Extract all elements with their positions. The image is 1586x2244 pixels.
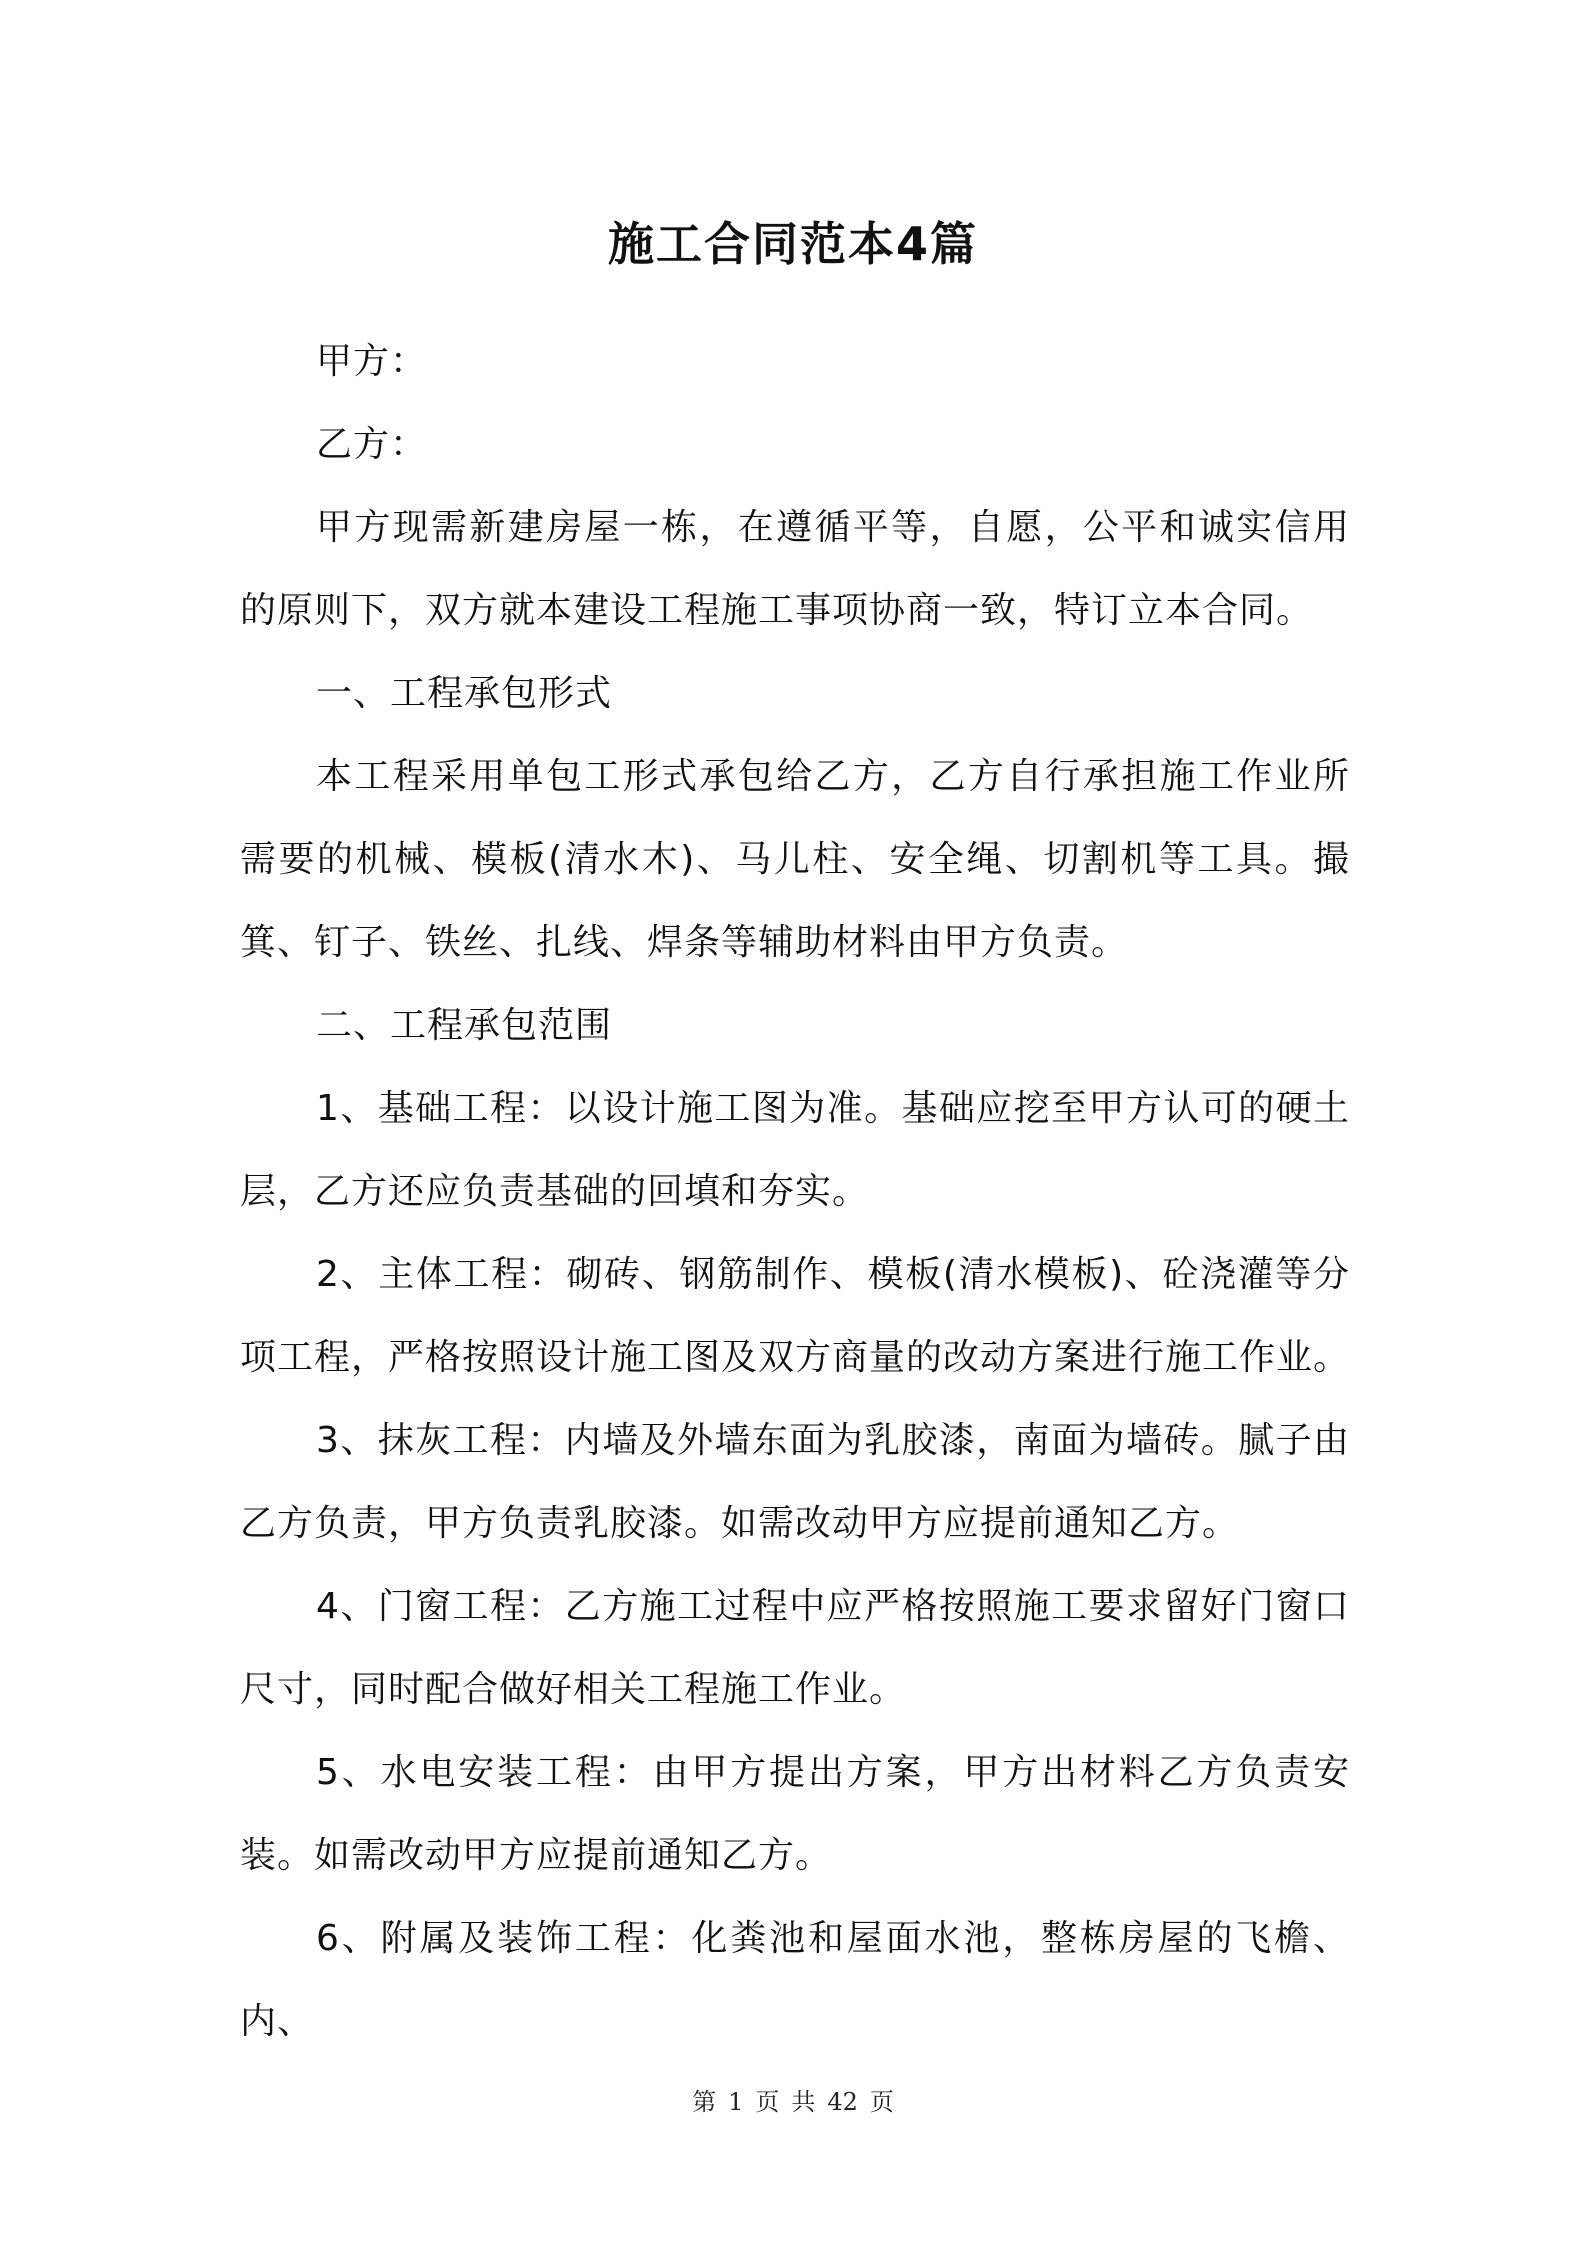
footer-suffix: 页 <box>869 2088 894 2116</box>
page-footer <box>0 2086 1586 2118</box>
scope-item-5: 5、水电安装工程：由甲方提出方案，甲方出材料乙方负责安装。如需改动甲方应提前通知乙方。 <box>240 1752 1350 1876</box>
party-a-line: 甲方： <box>316 341 428 382</box>
footer-prefix: 第 <box>692 2088 717 2116</box>
footer-total-prefix: 共 <box>791 2088 816 2116</box>
footer-page-word: 页 <box>755 2088 780 2116</box>
document-title: 施工合同范本4篇 <box>607 217 978 271</box>
party-b-line: 乙方： <box>316 424 428 465</box>
section-heading-1: 一、工程承包形式 <box>316 673 613 714</box>
document-body <box>240 320 1350 2063</box>
scope-item-3: 3、抹灰工程：内墙及外墙东面为乳胶漆，南面为墙砖。腻子由乙方负责，甲方负责乳胶漆。如需改动甲方应提前通知乙方。 <box>240 1420 1350 1544</box>
section-heading-2: 二、工程承包范围 <box>316 1005 613 1046</box>
intro-paragraph: 甲方现需新建房屋一栋，在遵循平等，自愿，公平和诚实信用的原则下，双方就本建设工程施工事项协商一致，特订立本合同。 <box>240 507 1350 631</box>
footer-total-pages: 42 <box>827 2088 858 2116</box>
scope-item-6: 6、附属及装饰工程：化粪池和屋面水池，整栋房屋的飞檐、内、 <box>240 1918 1350 2042</box>
section-1-paragraph: 本工程采用单包工形式承包给乙方，乙方自行承担施工作业所需要的机械、模板(清水木)、马儿柱、安全绳、切割机等工具。撮箕、钉子、铁丝、扎线、焊条等辅助材料由甲方负责。 <box>240 756 1350 963</box>
footer-current-page: 1 <box>728 2088 744 2116</box>
scope-item-1: 1、基础工程：以设计施工图为准。基础应挖至甲方认可的硬土层，乙方还应负责基础的回填和夯实。 <box>240 1088 1350 1212</box>
scope-item-4: 4、门窗工程：乙方施工过程中应严格按照施工要求留好门窗口尺寸，同时配合做好相关工程施工作业。 <box>240 1586 1350 1710</box>
scope-item-2: 2、主体工程：砌砖、钢筋制作、模板(清水模板)、砼浇灌等分项工程，严格按照设计施工图及双方商量的改动方案进行施工作业。 <box>240 1254 1351 1378</box>
